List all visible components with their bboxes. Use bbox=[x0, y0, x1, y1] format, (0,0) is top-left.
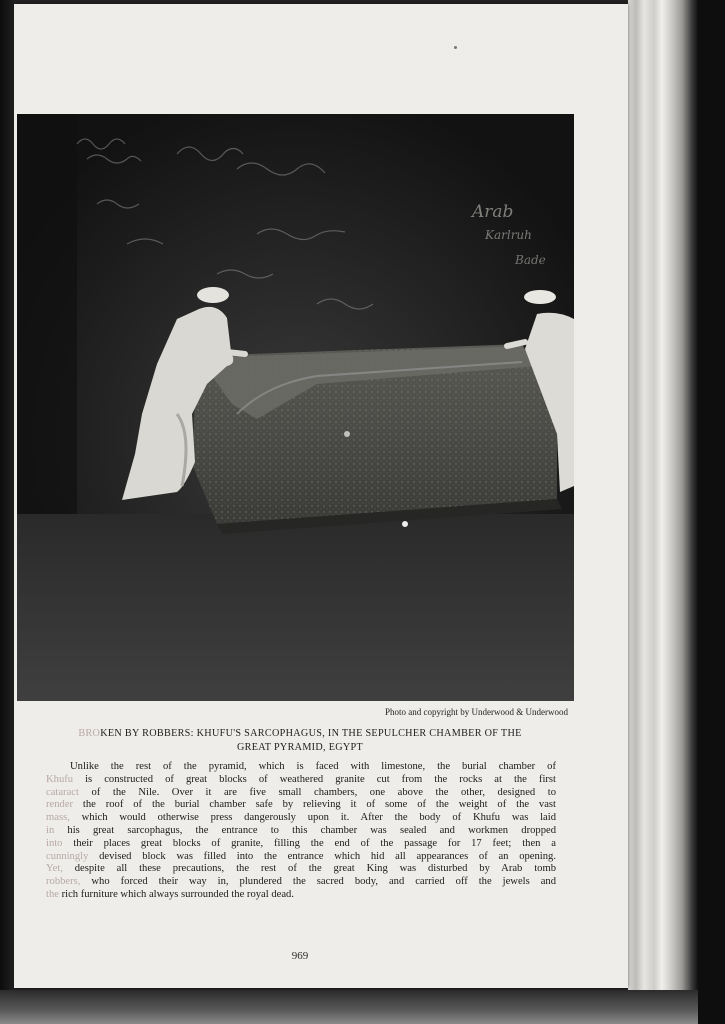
text-line: cataract of the Nile. Over it are five small chambers, one above the other, designed to bbox=[46, 786, 556, 798]
text-line: Yet, despite all these precautions, the rest of the great King was disturbed by Arab tomb bbox=[46, 863, 556, 875]
text-line: Khufu is constructed of great blocks of weathered granite cut from the rocks at the first bbox=[46, 773, 556, 785]
page-number: 969 bbox=[291, 950, 309, 962]
graffiti-word-arab: Arab bbox=[472, 202, 514, 222]
sarcophagus-photograph bbox=[17, 114, 574, 701]
text-line: in his great sarcophagus, the entrance to this chamber was sealed and workmen dropped bbox=[46, 824, 556, 836]
text-line: render the roof of the burial chamber safe by relieving it of some of the weight of the vast bbox=[46, 799, 556, 811]
text-line: mass, which would otherwise press dangerously upon it. After the body of Khufu was laid bbox=[46, 812, 556, 824]
body-paragraph bbox=[46, 761, 556, 902]
scanner-right-edge bbox=[698, 0, 725, 1024]
photo-caption bbox=[40, 727, 560, 755]
text-line: Unlike the rest of the pyramid, which is faced with limestone, the burial chamber of bbox=[70, 761, 556, 772]
book-page-edges bbox=[628, 0, 698, 990]
text-line: the rich furniture which always surrounded the royal dead. bbox=[46, 888, 294, 900]
granite-sarcophagus bbox=[192, 344, 562, 534]
caption-line-1-text: KEN BY ROBBERS: KHUFU'S SARCOPHAGUS, IN THE SEPULCHER CHAMBER OF THE bbox=[100, 728, 522, 739]
text-line: cunningly devised block was filled into the entrance which hid all appearances of an opening. bbox=[46, 850, 556, 862]
chamber-floor bbox=[17, 514, 574, 701]
text-line: into their places great blocks of granite, filling the end of the passage for 17 feet; then a bbox=[46, 837, 556, 849]
caption-line-2: GREAT PYRAMID, EGYPT bbox=[236, 742, 364, 753]
caption-faded-prefix: BRO bbox=[78, 728, 101, 739]
text-line: robbers, who forced their way in, plundered the sacred body, and carried off the jewels and bbox=[46, 876, 556, 888]
scanner-bottom-edge bbox=[0, 990, 725, 1024]
light-speck bbox=[402, 521, 408, 527]
graffiti-word-bade: Bade bbox=[515, 253, 546, 267]
caption-line-1 bbox=[40, 727, 560, 741]
photo-credit: Photo and copyright by Underwood & Underwood bbox=[385, 707, 568, 717]
graffiti-word-karlruh: Karlruh bbox=[485, 228, 532, 242]
paper-speck bbox=[454, 46, 457, 49]
